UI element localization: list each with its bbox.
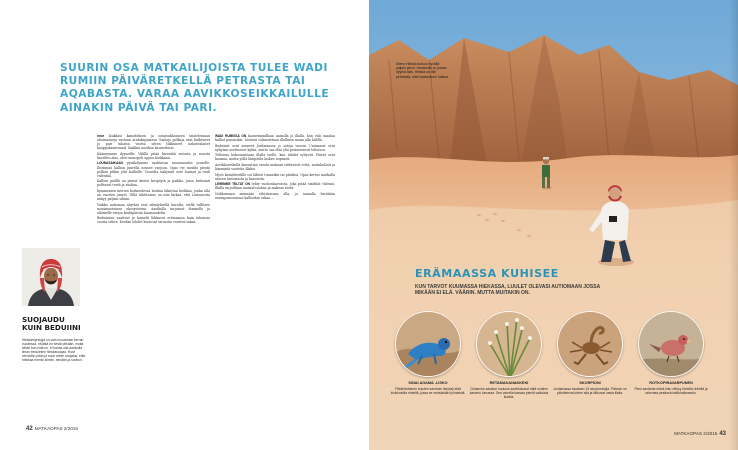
animal-description: Pieni aavikolla elävä lintu viihtyy kivisillä rinteillä ja rakentaa pesänsä kalliohalkeamiin. [634,387,708,396]
paragraph: LOUNASAIKAAN pysähdymme mahtavan monumentin juurelle. Iltirinnan kallion juurella nousee varjoon. Opas vie meidät pientä polkua pitkin ylös kalliolle. Vuorelta näkymät ovat huimat ja tuuli viilentää. [97,161,210,178]
animal-name: RETAMAKANAKKEKI [489,381,529,385]
photo-caption: Mieno Hiekka tunkuu hyvältä paljain jaloin. Hauskinta on juosta dyyniä alas. Hiekka on niin pehmeää, ettei kaatuminen haittaa. [396,62,449,79]
paragraph: Beduiinien vaatteet ja kamelit liikkuvat erämaassa kuin tuhansia vuosia sitten. Kevään lehdet kertovat tarinoita vuorten takaa. [97,216,210,225]
retama-plant-photo [476,311,542,377]
magazine-label: MATKAOPAS 2/2015 [34,426,78,431]
page-number: 43 [719,431,726,437]
animal-description: Pitkähäntäinen kuuden sarvinen liskolaji elää kivikkoisilla rinteillä, jossa se metsästää hyönteisiä. [390,387,466,396]
box-title: ERÄMAASSA KUHISEE [415,267,559,280]
scorpion-photo [557,311,623,377]
paragraph: Myös kamelireitille voi lähteä tunneiksi tai päiviksi. Opas kertoo matkalla alueen historiasta ja kasveista. [215,172,335,181]
paragraph: Teltoissa kokoonnutaan illalla teelle, kun tähdet syttyvät. Päivät ovat kuumia, mutta yöllä lämpötila laskee nopeasti. [215,153,335,162]
sparrow-photo [638,311,704,377]
page-folio-left [26,426,78,432]
paragraph: Vaikka autiomaa näyttää ensi silmäyksellä karulta, siellä vallitsee monimuotoinen ekosysteemi. Aavikolla tarjoavat ihmiselle ja eläimelle varjoa keskipäivän kuumuudelta. [97,202,210,215]
paragraph: Kallion päällä on pienet kivien kivipöytä ja paikka, jossa beduiinit polttavat teetä ja ruokaa. [97,179,210,188]
paragraph: LEIRIMME TELTAT ON tehty vuohenkarvasta, joka pitää sisätilat viileinä. Illalla tarjoillaan mansaf-ruokaa ja makeaa teetä. [215,182,336,191]
page-folio-right [674,431,726,437]
paragraph: Beduiinit ovat asuneet Jordaniassa jo satoja vuosia. Useimmat ovat nykyisin asettuneet kyliin, mutta osa elää yhä perinteisesti teltoissa. [215,143,335,152]
article-column-2 [215,134,335,202]
right-page [369,0,738,450]
bedouin-portrait-photo [22,248,80,306]
article-headline: SUURIN OSA MATKAILIJOISTA TULEE WADI RUMIIN PÄIVÄRETKELLÄ PETRASTA TAI AQABASTA. VARAA AAVIKKOSEIKKAILULLE AINAKIN PÄIVÄ TAI PARI. [60,62,330,114]
article-column-1 [97,134,210,226]
paragraph: Kymmenien merien korkeudessa lauttaa liikuttaa hiekkaa, jonka alla on vuorten juuret. Yöllä tähtitaivas on niin kirkas, että Linnunrata näkyy paljain silmin. [97,188,210,202]
animal-description: Ciidanche-aavikon kuuluva aavikkokasvi elää muiden kasvien lomassa. Sen varrella kasvaa pieniä valkoisia kukkia. [469,387,549,400]
page-number: 42 [26,426,33,432]
animal-name: SKORPIONI [579,381,601,385]
sidebar-body: Hiekkamyrskyjä on vain muutaman kerran vuodessa, eivätkä ne kestä pitkään, mutta silloin kun niitä on, ei haluta olla aavikolla ilman beduiinien hiekkasuojaa. Huivi verhottiin pään ja suun eteen suojaksi, ettei hiekkaa menisi silmiin, nenään ja suuhun. [22,338,86,363]
animal-description: Jordaniassa tavataan 15 skorpionilajia. Päivisin ne piilottelevat kivien alla ja liikkuvat vasta illalla. [553,387,627,396]
paragraph: nnor laukkasi kamelelinen ja sotajoukkoineen taistelemaan ottomaaneja vastaan arabikapinassa. Samoja polkuja ovat kulkeneet jo pari tuhatta vuotta sitten liikkuneet nabatealaiset kauppakaravaanit. Kaikkia aavikon kaunottaria. [97,134,210,151]
paragraph: Käännymme dyyneille. Välillä pitää kiventää autosta ja nousta kävellen alas, ettei menopeli uppoa hiekkaan. [97,151,210,160]
animal-name: SINAI AGAMA -LISKO [408,381,448,385]
paragraph: Nukkumaan mennään tähtitaivaan alla, ja aamulla herätään auringonnousuun kallioiden takaa. » [215,192,335,201]
paragraph: WADI RUMISSA ON kauneimmillaan aamulla ja illalla, kun valo maalaa kalliot punaisiksi. Leirissä valmistetaan illallinen maan alla hiilillä. [215,134,335,143]
sidebar-title: SUOJAUDU KUIN BEDUIINI [22,315,81,333]
magazine-label: MATKAOPAS 2/2015 [674,431,718,436]
agama-lizard-photo [395,311,461,377]
box-intro: KUN TARVOT KUUMASSA HIEKASSA, LUULET OLEVASI AUTIOMAAN JOSSA MIKÄÄN EI ELÄ. VÄÄRIN. MUTTA MUITAKIN ON. [415,284,601,297]
animal-name: ROTKOPIRAVARPUNEN [649,381,693,385]
paragraph: Aavikkoretkellä kannattaa varata mukaan riittävästi vettä, aurinkolasit ja lämmintä vaatetta illaksi. [215,163,335,172]
